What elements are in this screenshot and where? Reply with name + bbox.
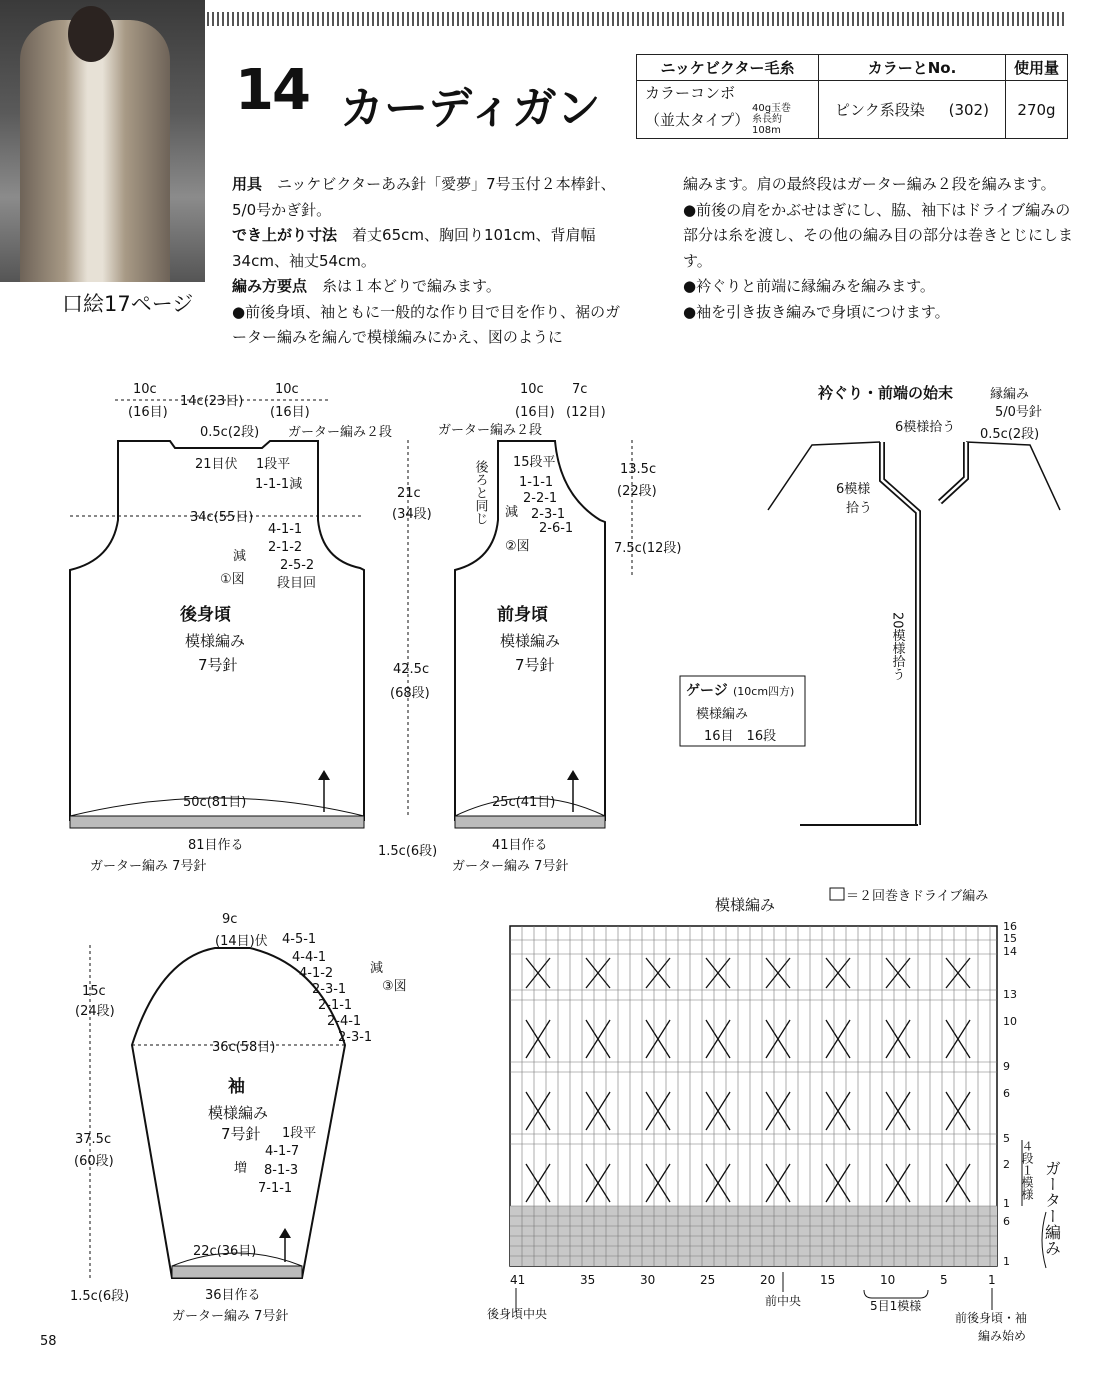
sleeve-top-w: 9c	[222, 912, 238, 927]
chart-start: 前後身頃・袖	[955, 1311, 1028, 1325]
front-dec4: 2-6-1	[539, 521, 574, 536]
back-garter-top: ガーター編み２段	[288, 425, 393, 440]
collar-pick6b2: 拾う	[846, 501, 873, 516]
back-title: 後身頃	[180, 605, 231, 625]
yarn-length: 糸長約108m	[751, 114, 782, 136]
sleeve-inc-title: 増	[234, 1161, 248, 1176]
sleeve-cast-on: 36目作る	[205, 1288, 261, 1303]
front-width-25: 25c(41目)	[492, 795, 556, 810]
sleeve-diagram	[70, 912, 407, 1324]
chart-back-center: 後身頃中央	[487, 1307, 548, 1321]
sleeve-len: 37.5c	[75, 1132, 112, 1147]
chart-col-5: 5	[940, 1273, 948, 1287]
front-shoulder-w: 7c	[572, 382, 588, 397]
amount-header: 使用量	[1006, 55, 1068, 81]
chart-row-5: 5	[1003, 1132, 1010, 1145]
chart-row-16: 16	[1003, 920, 1017, 933]
sleeve-needle: 7号針	[221, 1125, 261, 1143]
sleeve-inc3: 7-1-1	[258, 1181, 293, 1196]
page-number: 58	[40, 1334, 57, 1349]
front-garter-top: ガーター編み２段	[438, 423, 543, 438]
point-5: ●袖を引き抜き編みで身頃につけます。	[683, 302, 950, 321]
sleeve-cap-dec-1: 4-4-1	[292, 950, 327, 965]
front-diagram	[438, 382, 682, 874]
front-dec1: 1-1-1	[519, 475, 554, 490]
front-same-as-back: 後ろと同じ	[472, 460, 488, 525]
front-neck-depth2: (22段)	[617, 484, 657, 499]
front-hem-stitch: ガーター編み 7号針	[452, 859, 569, 874]
back-width-50: 50c(81目)	[183, 795, 247, 810]
gauge-title: ゲージ	[686, 683, 728, 699]
chart-row-15: 15	[1003, 932, 1017, 945]
point-2: 編みます。肩の最終段はガーター編み２段を編みます。	[683, 175, 1056, 193]
collar-edge-depth: 0.5c(2段)	[980, 427, 1040, 442]
back-cast-on: 81目作る	[188, 838, 244, 853]
back-diagram	[70, 382, 437, 874]
back-hem-stitch: ガーター編み 7号針	[90, 859, 207, 874]
chart-legend: ＝２回巻きドライブ編み	[846, 889, 989, 904]
back-body-length2: (68段)	[390, 686, 430, 701]
size-label: でき上がり寸法	[232, 226, 338, 244]
back-body-length: 42.5c	[393, 662, 430, 677]
sleeve-hem-depth: 1.5c(6段)	[70, 1289, 130, 1304]
tools-text: ニッケビクターあみ針「愛夢」7号玉付２本棒針、5/0号かぎ針。	[232, 175, 616, 219]
chart-garter-label: ガーター編み	[1042, 1160, 1062, 1256]
stitch-chart	[487, 888, 1062, 1343]
sleeve-stitch: 模様編み	[208, 1104, 269, 1122]
points-text: 糸は１本どりで編みます。	[322, 277, 501, 295]
point-1: ●前後身頃、袖ともに一般的な作り目で目を作り、裾のガーター編みを編んで模様編みにかえ、図のように	[232, 302, 621, 346]
yarn-name: カラーコンボ	[645, 84, 736, 102]
back-armhole2: (34段)	[392, 507, 432, 522]
gauge-value: 16目 16段	[704, 729, 777, 744]
sleeve-title: 袖	[228, 1077, 245, 1097]
back-hem-depth: 1.5c(6段)	[378, 844, 438, 859]
sleeve-figure-ref: ③図	[382, 979, 407, 994]
back-figure-ref: ①図	[220, 572, 245, 587]
back-shoulder-l: 10c	[133, 382, 157, 397]
points-label: 編み方要点	[232, 277, 308, 295]
sleeve-top-w2: (14目)伏	[215, 934, 268, 949]
sleeve-inc0: 1段平	[282, 1126, 317, 1141]
back-neck-dec2: 1-1-1減	[255, 477, 303, 492]
chart-col-41: 41	[510, 1273, 526, 1287]
back-shoulder-r2: (16目)	[270, 405, 310, 420]
chart-title: 模様編み	[715, 896, 776, 914]
chart-repeat-stitch: 5目1模様	[870, 1299, 922, 1313]
chart-row-10: 10	[1003, 1015, 1017, 1028]
sleeve-cap-h: 15c	[82, 984, 106, 999]
back-neck-dec1: 1段平	[256, 457, 291, 472]
sleeve-width-22: 22c(36目)	[193, 1244, 257, 1259]
collar-pick6b: 6模様	[836, 482, 871, 497]
chart-col-1: 1	[988, 1273, 996, 1287]
collar-pick6: 6模様拾う	[895, 420, 956, 435]
collar-pick20: 20模様拾う	[889, 612, 905, 681]
back-dec2: 2-1-2	[268, 540, 303, 555]
collar-edge: 縁編み	[990, 387, 1030, 402]
front-needle: 7号針	[515, 656, 555, 674]
chart-row-2: 2	[1003, 1158, 1010, 1171]
amount-cell: 270g	[1006, 81, 1068, 139]
back-width-34: 34c(55目)	[190, 510, 254, 525]
chart-col-35: 35	[580, 1273, 596, 1287]
front-stitch: 模様編み	[500, 632, 561, 650]
front-lower: 7.5c(12段)	[614, 541, 682, 556]
back-neck-depth: 0.5c(2段)	[200, 425, 260, 440]
front-neck-w: 10c	[520, 382, 544, 397]
sleeve-cap-dec-4: 2-1-1	[318, 998, 353, 1013]
color-number: (302)	[948, 101, 989, 119]
back-bind-off: 21目伏	[195, 457, 238, 472]
chart-row-1: 1	[1003, 1197, 1010, 1210]
size-text: 着丈65cm、胸回り101cm、背肩幅34cm、袖丈54cm。	[232, 226, 596, 270]
front-figure-ref: ②図	[505, 539, 530, 554]
sleeve-len2: (60段)	[74, 1154, 114, 1169]
tools-label: 用具	[232, 175, 263, 193]
yarn-header: ニッケビクター毛糸	[637, 55, 819, 81]
back-dec3: 2-5-2	[280, 558, 315, 573]
front-neck-depth: 13.5c	[620, 462, 657, 477]
front-shoulder-w2: (12目)	[566, 405, 606, 420]
pattern-number: 14	[235, 58, 309, 123]
sleeve-cap-h2: (24段)	[75, 1004, 115, 1019]
chart-repeat-note: ４段１模様	[1020, 1140, 1034, 1200]
gauge-box	[680, 676, 805, 746]
sleeve-width-36: 36c(58目)	[212, 1040, 276, 1055]
sleeve-cap-dec-0: 4-5-1	[282, 932, 317, 947]
sleeve-inc2: 8-1-3	[264, 1163, 299, 1178]
back-needle: 7号針	[198, 656, 238, 674]
sleeve-cap-dec-3: 2-3-1	[312, 982, 347, 997]
front-neck-w2: (16目)	[515, 405, 555, 420]
gauge-unit: (10cm四方)	[733, 685, 795, 698]
back-dec-title: 減	[233, 549, 247, 564]
point-4: ●衿ぐりと前端に縁編みを編みます。	[683, 277, 935, 295]
sleeve-cap-dec-6: 2-3-1	[338, 1030, 373, 1045]
front-dec2: 2-2-1	[523, 491, 558, 506]
color-header: カラーとNo.	[819, 55, 1006, 81]
back-stitch: 模様編み	[185, 632, 246, 650]
chart-col-30: 30	[640, 1273, 656, 1287]
chart-col-10: 10	[880, 1273, 896, 1287]
sleeve-inc1: 4-1-7	[265, 1144, 300, 1159]
front-dec0: 15段平	[513, 455, 556, 470]
chart-col-15: 15	[820, 1273, 836, 1287]
color-name: ピンク系段染	[835, 101, 925, 119]
collar-edge-needle: 5/0号針	[995, 405, 1042, 420]
chart-row-6: 6	[1003, 1087, 1010, 1100]
back-dec1: 4-1-1	[268, 522, 303, 537]
back-dec-header: 段目回	[277, 576, 317, 591]
yarn-ball: 40g玉巻	[751, 103, 792, 114]
back-armhole: 21c	[397, 486, 421, 501]
chart-start2: 編み始め	[978, 1329, 1027, 1343]
sleeve-dec-title: 減	[370, 961, 384, 976]
front-title: 前身頃	[497, 605, 548, 625]
collar-title: 衿ぐり・前端の始末	[818, 384, 954, 402]
point-3: ●前後の肩をかぶせはぎにし、脇、袖下はドライブ編みの部分は糸を渡し、その他の編み目の部分は巻きとじにします。	[683, 200, 1074, 270]
back-shoulder-r: 10c	[275, 382, 299, 397]
sleeve-hem-stitch: ガーター編み 7号針	[172, 1309, 289, 1324]
chart-front-center: 前中央	[765, 1294, 802, 1308]
pattern-title: カーディガン	[340, 83, 601, 134]
chart-row-13: 13	[1003, 988, 1017, 1001]
collar-diagram	[768, 384, 1060, 825]
chart-col-20: 20	[760, 1273, 776, 1287]
photo-reference: 口絵17ページ	[62, 292, 194, 316]
back-shoulder-l2: (16目)	[128, 405, 168, 420]
yarn-type: （並太タイプ）	[645, 110, 750, 129]
chart-row-g6: 6	[1003, 1215, 1010, 1228]
sleeve-cap-dec-2: 4-1-2	[299, 966, 334, 981]
front-dec-title: 減	[505, 505, 519, 520]
chart-row-9: 9	[1003, 1060, 1010, 1073]
sleeve-cap-dec-5: 2-4-1	[327, 1014, 362, 1029]
back-neck-width: 14c(23目)	[180, 394, 244, 409]
front-cast-on: 41目作る	[492, 838, 548, 853]
gauge-stitch: 模様編み	[696, 707, 749, 722]
chart-row-g1: 1	[1003, 1255, 1010, 1268]
front-dec3: 2-3-1	[531, 507, 566, 522]
chart-row-14: 14	[1003, 945, 1017, 958]
chart-col-25: 25	[700, 1273, 716, 1287]
